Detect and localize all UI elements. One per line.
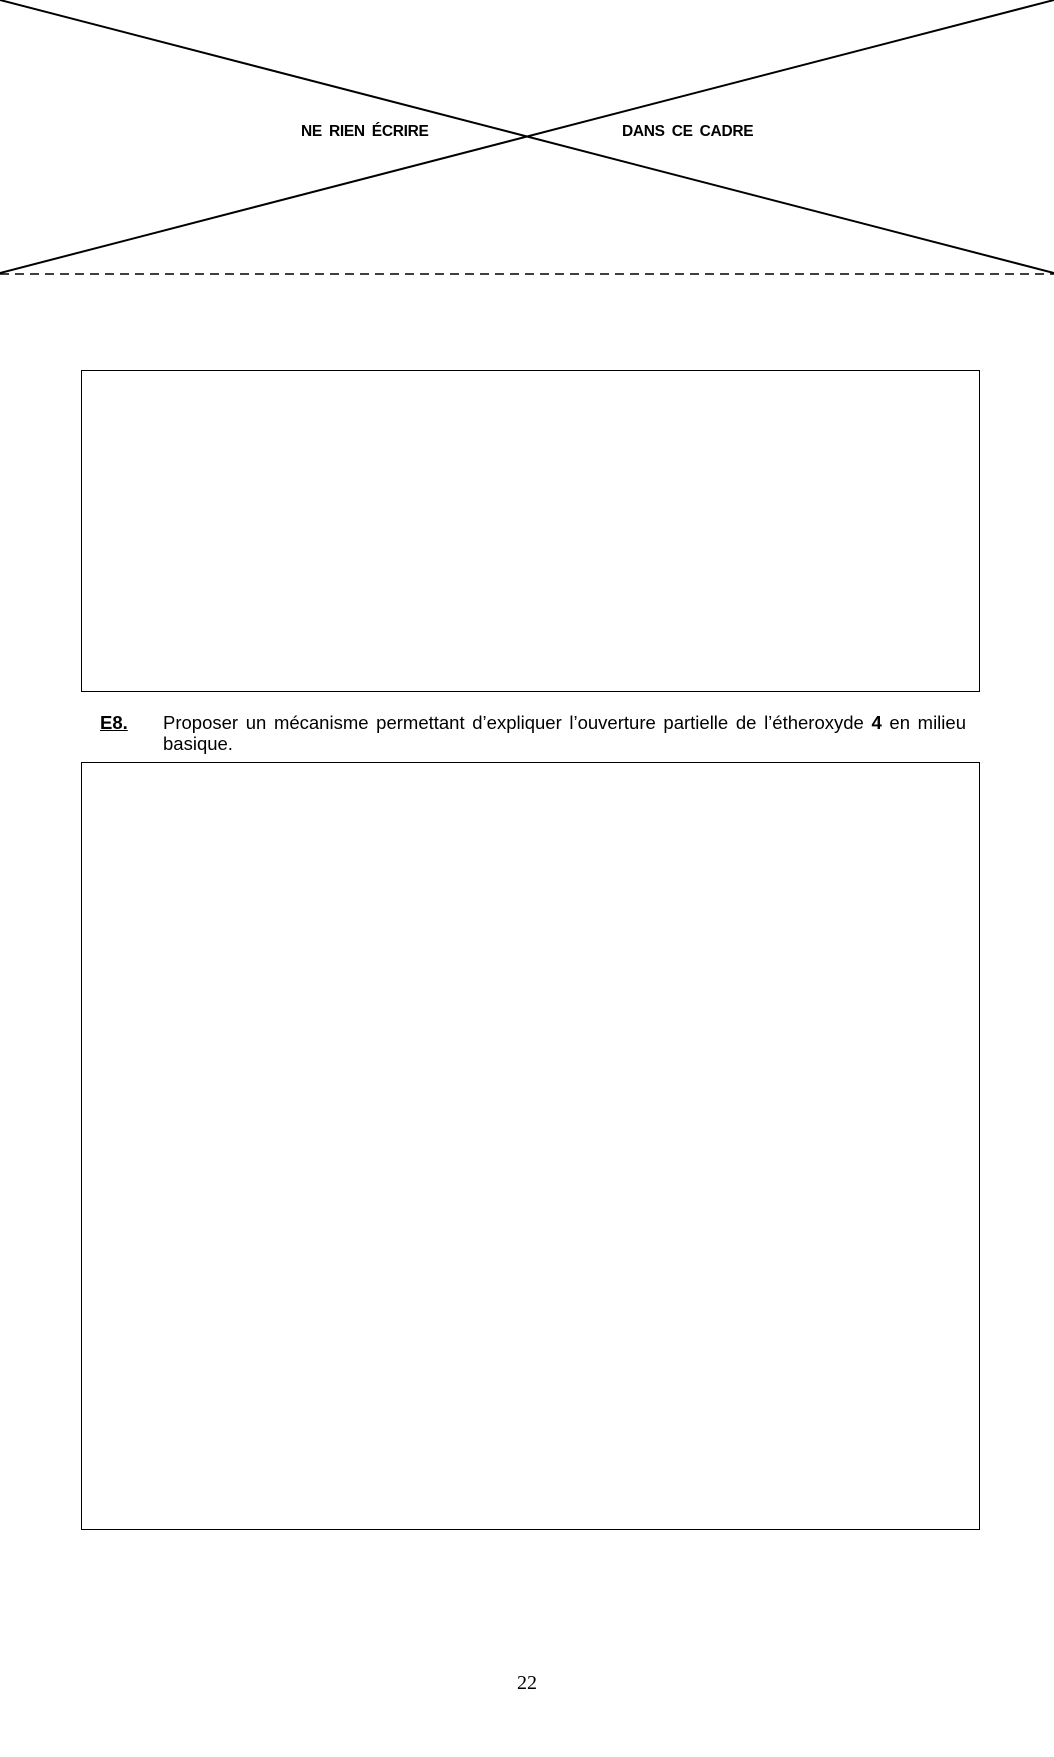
compound-reference: 4 [871, 712, 882, 733]
answer-box-e8[interactable] [81, 762, 980, 1530]
question-text [163, 712, 966, 754]
answer-box-previous[interactable] [81, 370, 980, 692]
do-not-write-zone [0, 0, 1054, 280]
do-not-write-label-right: DANS CE CADRE [622, 123, 754, 140]
page-number: 22 [517, 1672, 537, 1694]
question-text-part-2: en milieu basique. [163, 712, 966, 754]
question-number: E8. [100, 712, 128, 733]
question-text-part-1: Proposer un mécanisme permettant d’expliquer l’ouverture partielle de l’étheroxyde [163, 712, 872, 733]
do-not-write-label-left: NE RIEN ÉCRIRE [301, 123, 429, 140]
